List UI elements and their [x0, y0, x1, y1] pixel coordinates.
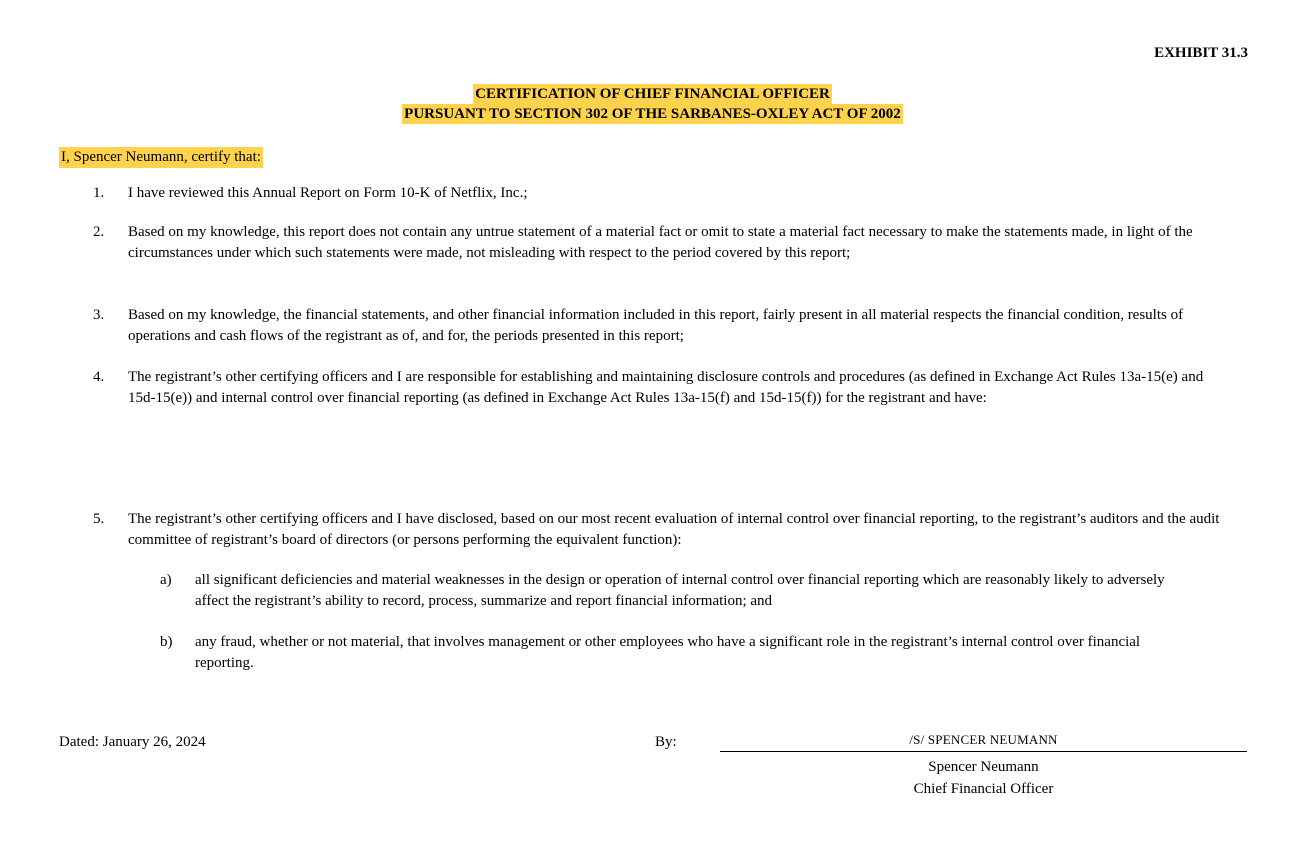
- list-item-1: [93, 183, 1223, 204]
- list-item-5: [93, 509, 1223, 551]
- certification-intro: I, Spencer Neumann, certify that:: [59, 147, 263, 168]
- sub-item-a: [160, 570, 1190, 612]
- sub-item-text: any fraud, whether or not material, that involves management or other employees who have a significant role in the registrant’s internal control over financial reporting.: [195, 634, 1141, 671]
- document-title: [0, 84, 1305, 124]
- signature-by-label: By:: [655, 734, 677, 750]
- title-line-2: PURSUANT TO SECTION 302 OF THE SARBANES-OXLEY ACT OF 2002: [404, 106, 901, 122]
- sub-item-b: [160, 632, 1190, 674]
- signature-date: Dated: January 26, 2024: [59, 734, 206, 750]
- sub-item-text: all significant deficiencies and material weaknesses in the design or operation of internal control over financial reporting which are reasonably likely to adversely affect the registrant’s ability to record, process, summarize and report financial information; and: [195, 572, 1165, 609]
- list-item-number: 2.: [93, 224, 105, 240]
- signature-line: [720, 729, 1247, 752]
- list-item-text: The registrant’s other certifying officers and I are responsible for establishing and maintaining disclosure controls and procedures (as defined in Exchange Act Rules 13a-15(e) and 15d-15(e)) and internal control over financial reporting (as defined in Exchange Act Rules 13a-15(f) and 15d-15(f)) for the registrant and have:: [128, 369, 1204, 406]
- list-item-number: 1.: [93, 185, 105, 201]
- exhibit-label: EXHIBIT 31.3: [1154, 45, 1248, 61]
- list-item-text: The registrant’s other certifying officers and I have disclosed, based on our most recent evaluation of internal control over financial reporting, to the registrant’s auditors and the audit committee of registrant’s board of directors (or persons performing the equivalent function):: [128, 511, 1220, 548]
- list-item-text: Based on my knowledge, the financial statements, and other financial information included in this report, fairly present in all material respects the financial condition, results of operations and cash flows of the registrant as of, and for, the periods presented in this report;: [128, 307, 1184, 344]
- list-item-4: [93, 367, 1223, 409]
- list-item-number: 3.: [93, 307, 105, 323]
- sub-item-letter: a): [160, 572, 172, 588]
- signature-conformed: /S/ SPENCER NEUMANN: [909, 732, 1058, 747]
- signatory-name: Spencer Neumann: [928, 759, 1039, 775]
- list-item-3: [93, 305, 1223, 347]
- list-item-text: Based on my knowledge, this report does not contain any untrue statement of a material fact or omit to state a material fact necessary to make the statements made, in light of the circumstances under which such statements were made, not misleading with respect to the period covered by this report;: [128, 224, 1193, 261]
- list-item-number: 4.: [93, 369, 105, 385]
- list-item-number: 5.: [93, 511, 105, 527]
- list-item-2: [93, 222, 1223, 264]
- sub-item-letter: b): [160, 634, 173, 650]
- title-line-1: CERTIFICATION OF CHIEF FINANCIAL OFFICER: [475, 86, 830, 102]
- list-item-text: I have reviewed this Annual Report on Form 10-K of Netflix, Inc.;: [128, 185, 528, 201]
- signatory-title: Chief Financial Officer: [913, 781, 1054, 797]
